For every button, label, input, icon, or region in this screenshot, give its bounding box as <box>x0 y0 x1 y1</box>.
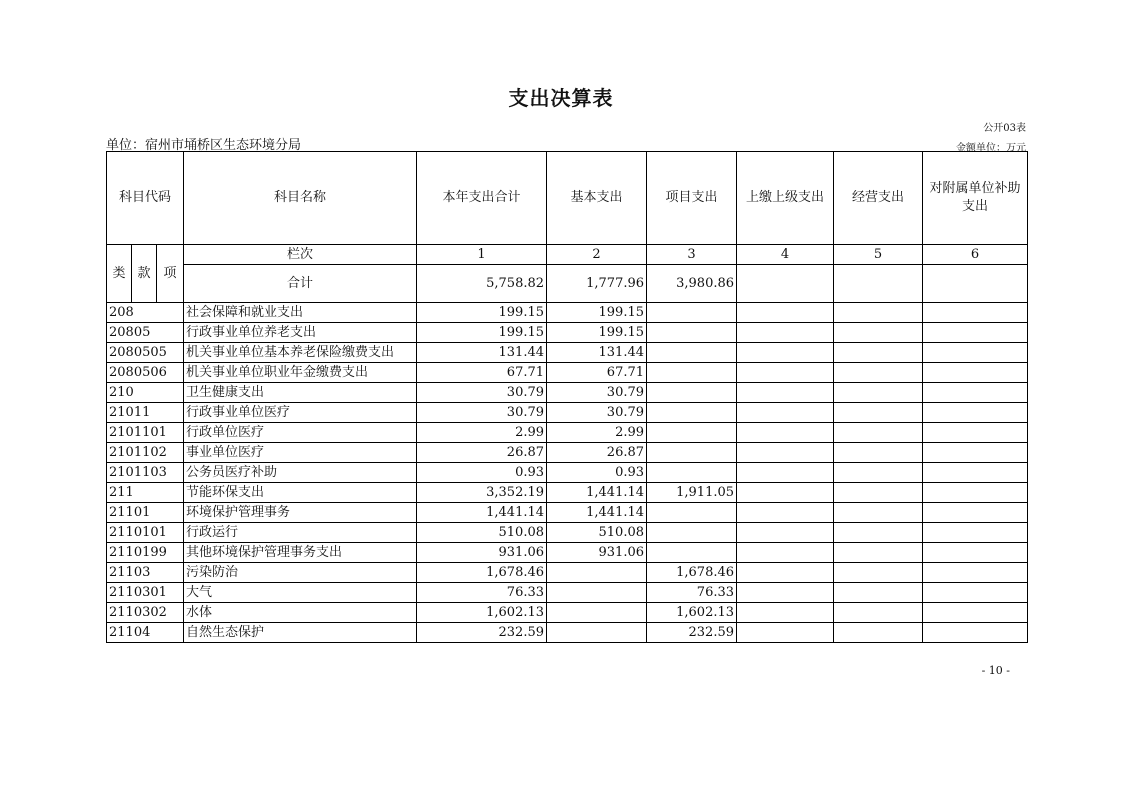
column-index-4: 4 <box>737 245 834 265</box>
header-basic: 基本支出 <box>547 152 647 245</box>
row-subsidy <box>923 303 1028 323</box>
table-row <box>107 383 1028 403</box>
row-project: 1,911.05 <box>647 483 737 503</box>
row-name: 行政事业单位医疗 <box>184 403 417 423</box>
row-basic: 510.08 <box>547 523 647 543</box>
row-code: 2080506 <box>107 363 184 383</box>
row-total: 67.71 <box>417 363 547 383</box>
row-name: 自然生态保护 <box>184 623 417 643</box>
table-row <box>107 583 1028 603</box>
row-basic: 30.79 <box>547 403 647 423</box>
row-subsidy <box>923 383 1028 403</box>
row-subsidy <box>923 483 1028 503</box>
totals-total: 5,758.82 <box>417 265 547 303</box>
row-operate <box>834 623 923 643</box>
row-basic: 199.15 <box>547 303 647 323</box>
row-project: 76.33 <box>647 583 737 603</box>
table-row <box>107 523 1028 543</box>
table-row <box>107 543 1028 563</box>
row-name: 节能环保支出 <box>184 483 417 503</box>
table-row <box>107 443 1028 463</box>
row-code: 20805 <box>107 323 184 343</box>
row-total: 199.15 <box>417 303 547 323</box>
row-basic: 0.93 <box>547 463 647 483</box>
row-basic <box>547 563 647 583</box>
totals-project: 3,980.86 <box>647 265 737 303</box>
row-code: 2110301 <box>107 583 184 603</box>
row-operate <box>834 483 923 503</box>
row-operate <box>834 563 923 583</box>
row-basic: 26.87 <box>547 443 647 463</box>
column-index-3: 3 <box>647 245 737 265</box>
unit-label: 单位：宿州市埇桥区生态环境分局 <box>106 138 302 153</box>
table-row <box>107 403 1028 423</box>
row-code: 210 <box>107 383 184 403</box>
row-operate <box>834 323 923 343</box>
table-row <box>107 323 1028 343</box>
totals-basic: 1,777.96 <box>547 265 647 303</box>
row-subsidy <box>923 463 1028 483</box>
row-operate <box>834 383 923 403</box>
row-code: 2080505 <box>107 343 184 363</box>
row-upper <box>737 343 834 363</box>
row-project <box>647 383 737 403</box>
row-total: 2.99 <box>417 423 547 443</box>
row-upper <box>737 523 834 543</box>
row-subsidy <box>923 583 1028 603</box>
row-upper <box>737 623 834 643</box>
totals-operate <box>834 265 923 303</box>
row-subsidy <box>923 443 1028 463</box>
header-kuan: 款 <box>132 245 157 303</box>
row-subsidy <box>923 343 1028 363</box>
row-operate <box>834 343 923 363</box>
table-row <box>107 503 1028 523</box>
header-row <box>107 152 1028 245</box>
row-name: 公务员医疗补助 <box>184 463 417 483</box>
header-code: 科目代码 <box>107 152 184 245</box>
row-basic: 1,441.14 <box>547 503 647 523</box>
row-operate <box>834 463 923 483</box>
row-subsidy <box>923 423 1028 443</box>
row-upper <box>737 483 834 503</box>
row-project: 1,678.46 <box>647 563 737 583</box>
row-total: 232.59 <box>417 623 547 643</box>
row-basic: 30.79 <box>547 383 647 403</box>
row-operate <box>834 523 923 543</box>
row-name: 行政单位医疗 <box>184 423 417 443</box>
header-operate: 经营支出 <box>834 152 923 245</box>
row-total: 1,678.46 <box>417 563 547 583</box>
row-total: 931.06 <box>417 543 547 563</box>
totals-upper <box>737 265 834 303</box>
row-subsidy <box>923 603 1028 623</box>
table-row <box>107 483 1028 503</box>
page-number: - 10 - <box>981 664 1010 677</box>
row-project <box>647 343 737 363</box>
row-upper <box>737 583 834 603</box>
row-upper <box>737 543 834 563</box>
row-project <box>647 543 737 563</box>
form-number: 公开03表 <box>983 123 1026 134</box>
row-upper <box>737 323 834 343</box>
row-project <box>647 363 737 383</box>
row-name: 社会保障和就业支出 <box>184 303 417 323</box>
row-code: 208 <box>107 303 184 323</box>
row-upper <box>737 463 834 483</box>
row-upper <box>737 403 834 423</box>
row-operate <box>834 543 923 563</box>
header-lei: 类 <box>107 245 132 303</box>
row-total: 30.79 <box>417 403 547 423</box>
row-operate <box>834 603 923 623</box>
row-subsidy <box>923 563 1028 583</box>
totals-subsidy <box>923 265 1028 303</box>
column-index-row <box>107 245 1028 265</box>
header-name: 科目名称 <box>184 152 417 245</box>
row-upper <box>737 563 834 583</box>
row-total: 30.79 <box>417 383 547 403</box>
row-total: 510.08 <box>417 523 547 543</box>
row-basic: 131.44 <box>547 343 647 363</box>
row-project <box>647 323 737 343</box>
row-total: 3,352.19 <box>417 483 547 503</box>
row-upper <box>737 423 834 443</box>
row-code: 21104 <box>107 623 184 643</box>
row-name: 污染防治 <box>184 563 417 583</box>
row-operate <box>834 583 923 603</box>
row-basic <box>547 603 647 623</box>
row-code: 2101101 <box>107 423 184 443</box>
row-name: 事业单位医疗 <box>184 443 417 463</box>
row-operate <box>834 303 923 323</box>
table-row <box>107 363 1028 383</box>
row-code: 2110199 <box>107 543 184 563</box>
row-code: 2110101 <box>107 523 184 543</box>
row-upper <box>737 383 834 403</box>
column-index-1: 1 <box>417 245 547 265</box>
row-total: 131.44 <box>417 343 547 363</box>
row-name: 行政运行 <box>184 523 417 543</box>
row-subsidy <box>923 363 1028 383</box>
column-index-6: 6 <box>923 245 1028 265</box>
column-index-5: 5 <box>834 245 923 265</box>
row-project <box>647 463 737 483</box>
row-name: 卫生健康支出 <box>184 383 417 403</box>
totals-label: 合计 <box>184 265 417 303</box>
table-row <box>107 563 1028 583</box>
row-upper <box>737 363 834 383</box>
table-row <box>107 623 1028 643</box>
row-basic: 1,441.14 <box>547 483 647 503</box>
row-name: 机关事业单位职业年金缴费支出 <box>184 363 417 383</box>
table-row <box>107 303 1028 323</box>
row-project: 1,602.13 <box>647 603 737 623</box>
row-upper <box>737 443 834 463</box>
row-code: 21101 <box>107 503 184 523</box>
row-operate <box>834 363 923 383</box>
totals-row <box>107 265 1028 303</box>
row-subsidy <box>923 523 1028 543</box>
header-upper: 上缴上级支出 <box>737 152 834 245</box>
table-row <box>107 463 1028 483</box>
row-total: 199.15 <box>417 323 547 343</box>
row-code: 2101102 <box>107 443 184 463</box>
row-name: 环境保护管理事务 <box>184 503 417 523</box>
row-total: 76.33 <box>417 583 547 603</box>
row-project <box>647 443 737 463</box>
row-operate <box>834 423 923 443</box>
row-total: 0.93 <box>417 463 547 483</box>
row-code: 2101103 <box>107 463 184 483</box>
row-operate <box>834 443 923 463</box>
header-project: 项目支出 <box>647 152 737 245</box>
row-subsidy <box>923 323 1028 343</box>
row-upper <box>737 603 834 623</box>
row-subsidy <box>923 503 1028 523</box>
row-project <box>647 503 737 523</box>
row-name: 大气 <box>184 583 417 603</box>
row-code: 21011 <box>107 403 184 423</box>
row-code: 2110302 <box>107 603 184 623</box>
row-project: 232.59 <box>647 623 737 643</box>
row-total: 1,602.13 <box>417 603 547 623</box>
row-basic <box>547 623 647 643</box>
header-subsidy: 对附属单位补助支出 <box>923 152 1028 245</box>
row-basic: 2.99 <box>547 423 647 443</box>
page-title: 支出决算表 <box>508 86 614 110</box>
money-unit-label: 金额单位：万元 <box>956 143 1026 154</box>
row-basic: 931.06 <box>547 543 647 563</box>
row-subsidy <box>923 623 1028 643</box>
table-row <box>107 343 1028 363</box>
row-project <box>647 403 737 423</box>
row-code: 211 <box>107 483 184 503</box>
table-row <box>107 603 1028 623</box>
row-total: 1,441.14 <box>417 503 547 523</box>
row-name: 机关事业单位基本养老保险缴费支出 <box>184 343 417 363</box>
expenditure-table <box>106 151 1028 643</box>
row-code: 21103 <box>107 563 184 583</box>
row-operate <box>834 503 923 523</box>
column-index-2: 2 <box>547 245 647 265</box>
header-xiang: 项 <box>157 245 184 303</box>
row-project <box>647 523 737 543</box>
row-project <box>647 423 737 443</box>
table-row <box>107 423 1028 443</box>
header-lanci: 栏次 <box>184 245 417 265</box>
row-project <box>647 303 737 323</box>
row-basic <box>547 583 647 603</box>
row-operate <box>834 403 923 423</box>
row-basic: 199.15 <box>547 323 647 343</box>
row-subsidy <box>923 543 1028 563</box>
row-name: 行政事业单位养老支出 <box>184 323 417 343</box>
row-subsidy <box>923 403 1028 423</box>
row-upper <box>737 303 834 323</box>
row-basic: 67.71 <box>547 363 647 383</box>
row-name: 其他环境保护管理事务支出 <box>184 543 417 563</box>
row-total: 26.87 <box>417 443 547 463</box>
row-upper <box>737 503 834 523</box>
row-name: 水体 <box>184 603 417 623</box>
header-total: 本年支出合计 <box>417 152 547 245</box>
